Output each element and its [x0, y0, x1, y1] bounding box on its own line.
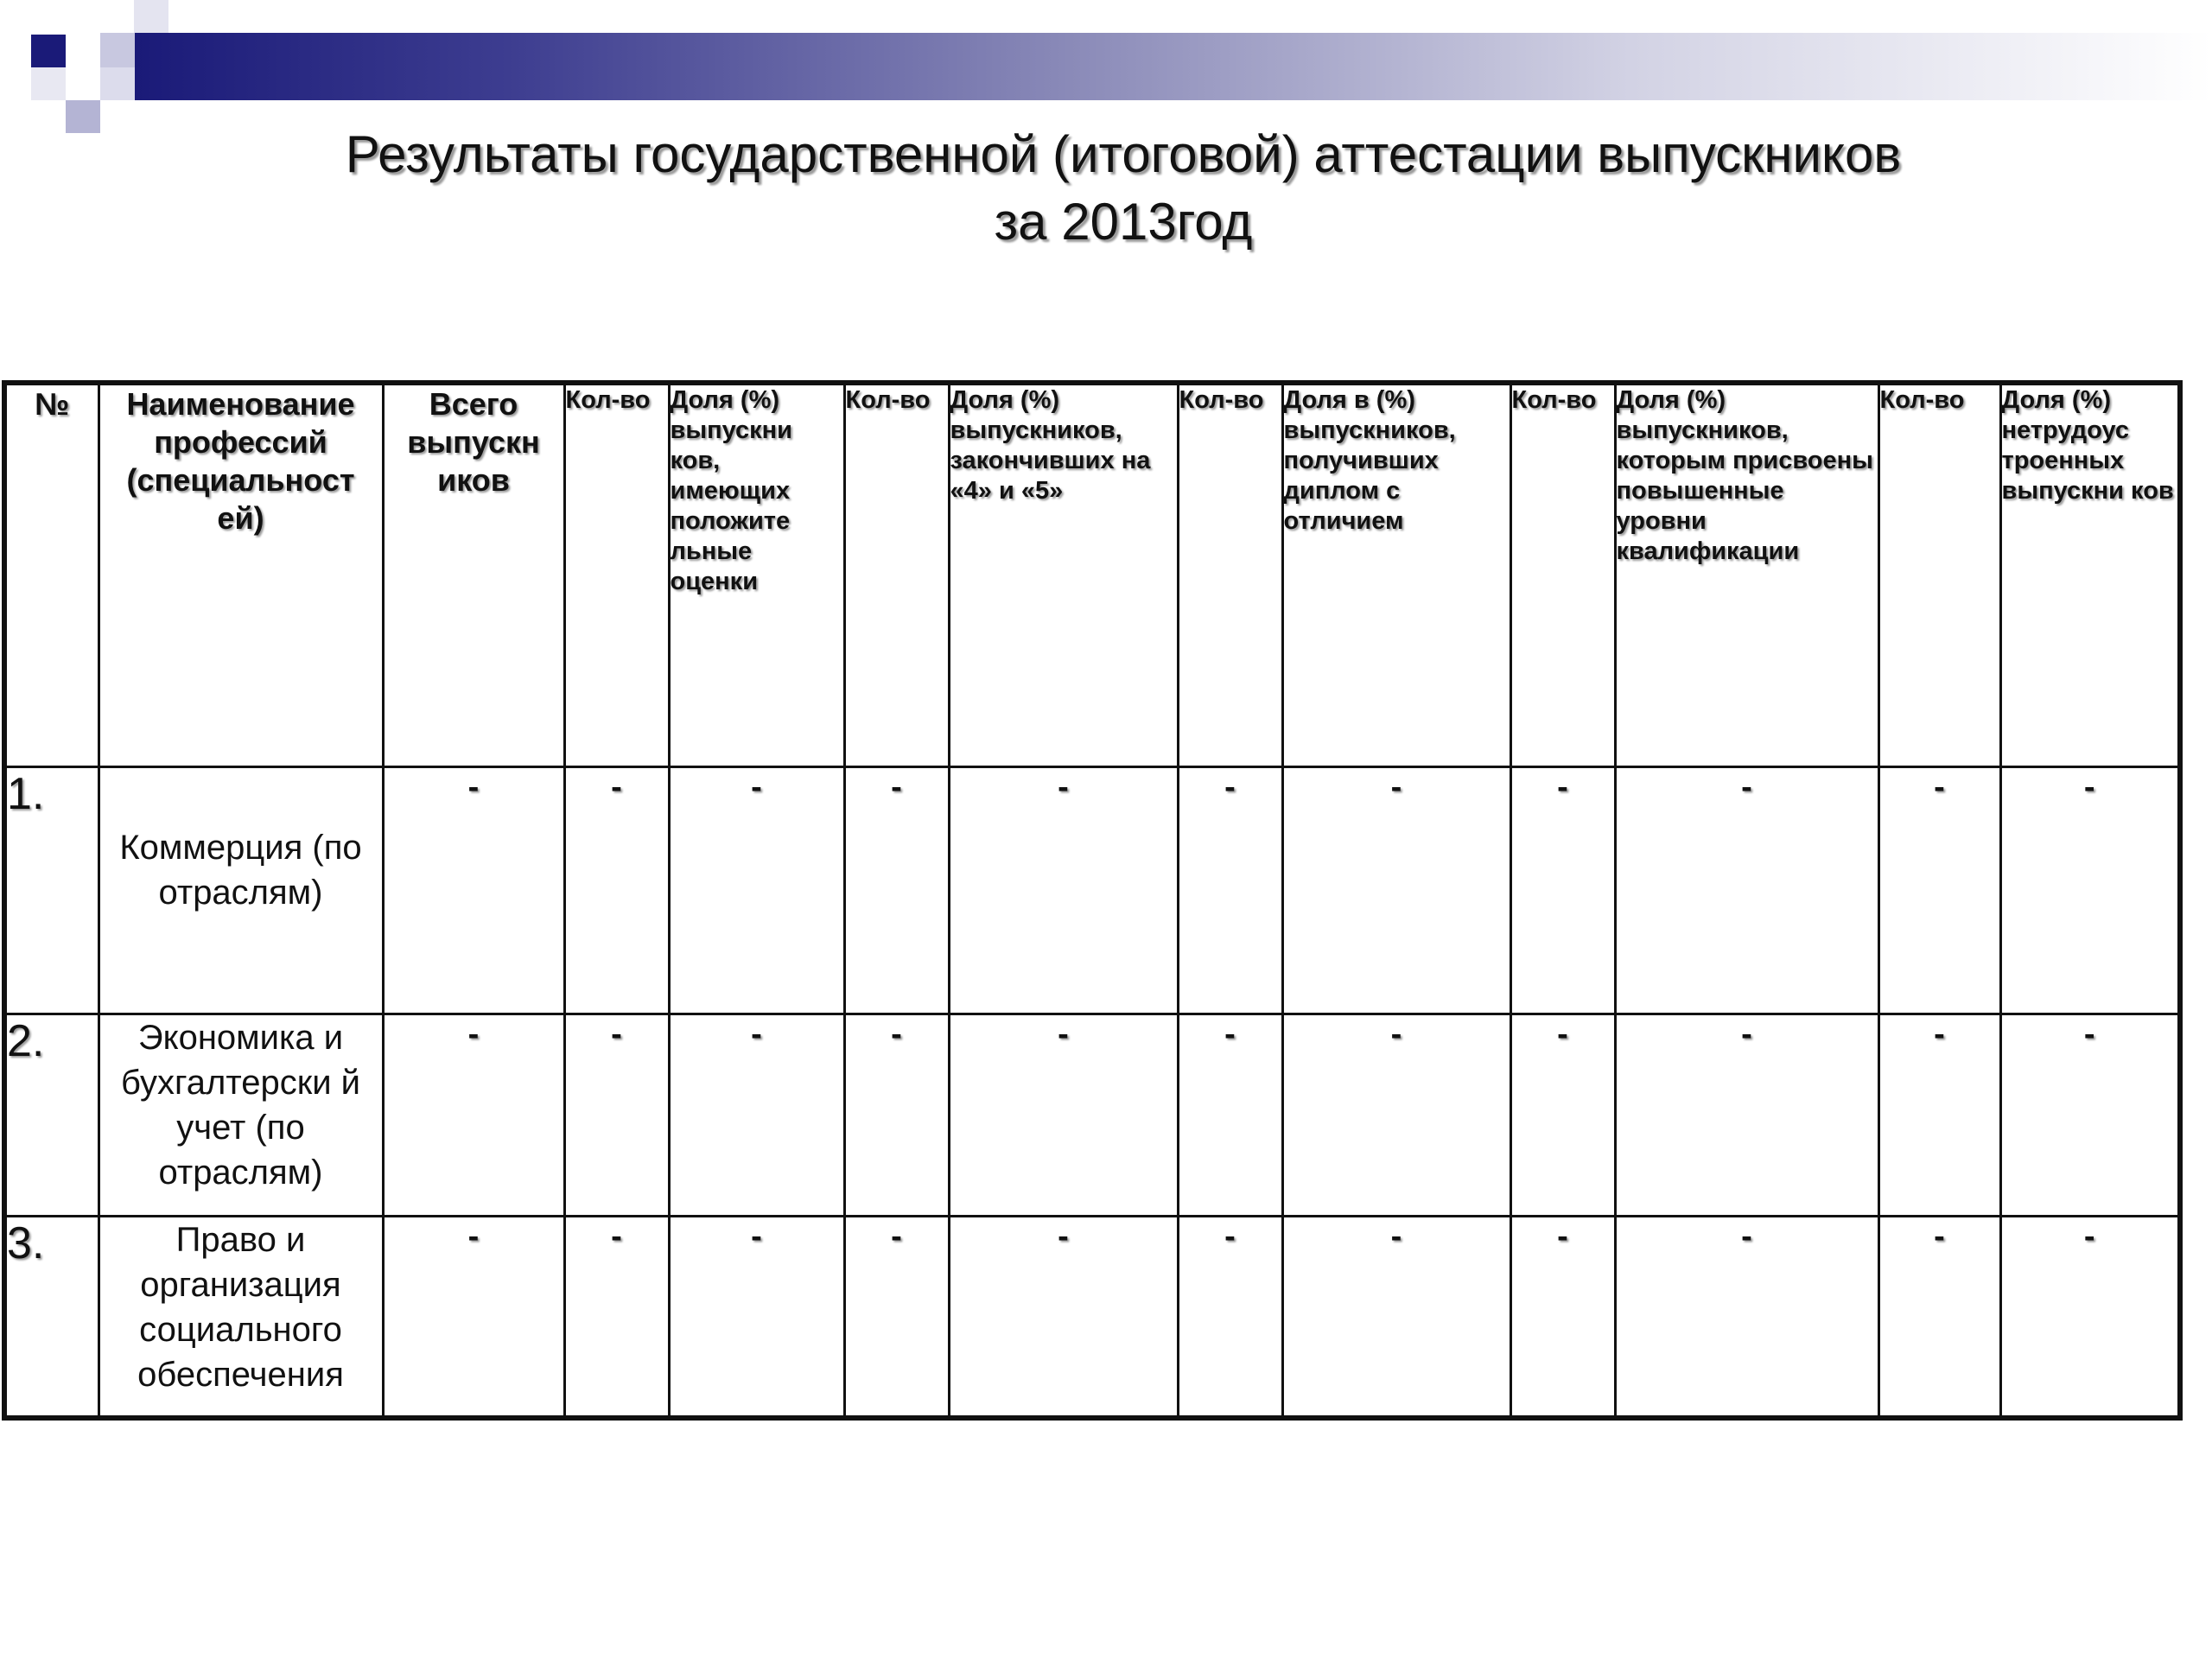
header-qty: Кол-во — [1510, 383, 1615, 766]
table-cell: - — [669, 766, 844, 1014]
profession-name: Экономика и бухгалтерски й учет (по отраслям) — [99, 1014, 383, 1216]
table-cell: - — [564, 1216, 669, 1418]
table-cell: - — [2000, 1216, 2180, 1418]
table-cell: - — [1878, 1014, 2000, 1216]
table-cell: - — [1615, 1216, 1878, 1418]
table-cell: - — [1615, 1014, 1878, 1216]
header-total: Всего выпускн иков — [383, 383, 564, 766]
decor-square — [100, 33, 135, 67]
table-cell: - — [383, 766, 564, 1014]
table-cell: - — [844, 1014, 949, 1216]
table-cell: - — [2000, 1014, 2180, 1216]
table-cell: - — [564, 766, 669, 1014]
table-cell: - — [1178, 1216, 1282, 1418]
slide-title — [173, 121, 2074, 256]
table-cell: - — [1510, 766, 1615, 1014]
decor-square — [100, 67, 135, 100]
header-qty: Кол-во — [564, 383, 669, 766]
header-qty: Кол-во — [1178, 383, 1282, 766]
table-cell: - — [669, 1014, 844, 1216]
table-cell: - — [383, 1216, 564, 1418]
decor-square — [31, 35, 66, 67]
decor-square — [66, 33, 100, 67]
table-row — [4, 1216, 2180, 1418]
header-name: Наименование профессий (специальност ей) — [99, 383, 383, 766]
table-cell: - — [1282, 766, 1510, 1014]
header-share-4-5: Доля (%) выпускников, закончивших на «4» и «5» — [949, 383, 1178, 766]
header-share-unemployed: Доля (%) нетрудоус троенных выпускни ков — [2000, 383, 2180, 766]
table-header-row — [4, 383, 2180, 766]
table-cell: - — [383, 1014, 564, 1216]
table-cell: - — [1878, 766, 2000, 1014]
table-cell: - — [949, 1216, 1178, 1418]
decor-square — [66, 100, 100, 133]
row-number: 2. — [4, 1014, 99, 1216]
table-cell: - — [1615, 766, 1878, 1014]
table-cell: - — [1178, 766, 1282, 1014]
header-share-honors: Доля в (%) выпускников, получивших диплом с отличием — [1282, 383, 1510, 766]
table-cell: - — [1510, 1216, 1615, 1418]
table-cell: - — [669, 1216, 844, 1418]
decor-square — [31, 67, 66, 100]
table-cell: - — [1282, 1216, 1510, 1418]
header-num: № — [4, 383, 99, 766]
decor-square — [0, 0, 67, 35]
header-share-positive: Доля (%) выпускни ков, имеющих положите льные оценки — [669, 383, 844, 766]
row-number: 3. — [4, 1216, 99, 1418]
header-gradient-band — [134, 33, 2212, 100]
table-cell: - — [949, 766, 1178, 1014]
table-cell: - — [1878, 1216, 2000, 1418]
header-share-higher-qualification: Доля (%) выпускников, которым присвоены повышенные уровни квалификации — [1615, 383, 1878, 766]
table-cell: - — [1510, 1014, 1615, 1216]
table-row — [4, 766, 2180, 1014]
table-cell: - — [2000, 766, 2180, 1014]
slide-title-line2: за 2013год — [994, 193, 1253, 251]
table-cell: - — [564, 1014, 669, 1216]
header-qty: Кол-во — [844, 383, 949, 766]
slide-title-line1: Результаты государственной (итоговой) аттестации выпускников — [345, 125, 1902, 183]
header-qty: Кол-во — [1878, 383, 2000, 766]
table-cell: - — [844, 766, 949, 1014]
row-number: 1. — [4, 766, 99, 1014]
profession-name: Право и организация социального обеспечения — [99, 1216, 383, 1418]
table-cell: - — [1178, 1014, 1282, 1216]
profession-name: Коммерция (по отраслям) — [99, 766, 383, 1014]
results-table — [2, 380, 2183, 1421]
decor-square — [134, 0, 168, 33]
table-row — [4, 1014, 2180, 1216]
table-cell: - — [1282, 1014, 1510, 1216]
table-cell: - — [844, 1216, 949, 1418]
table-cell: - — [949, 1014, 1178, 1216]
